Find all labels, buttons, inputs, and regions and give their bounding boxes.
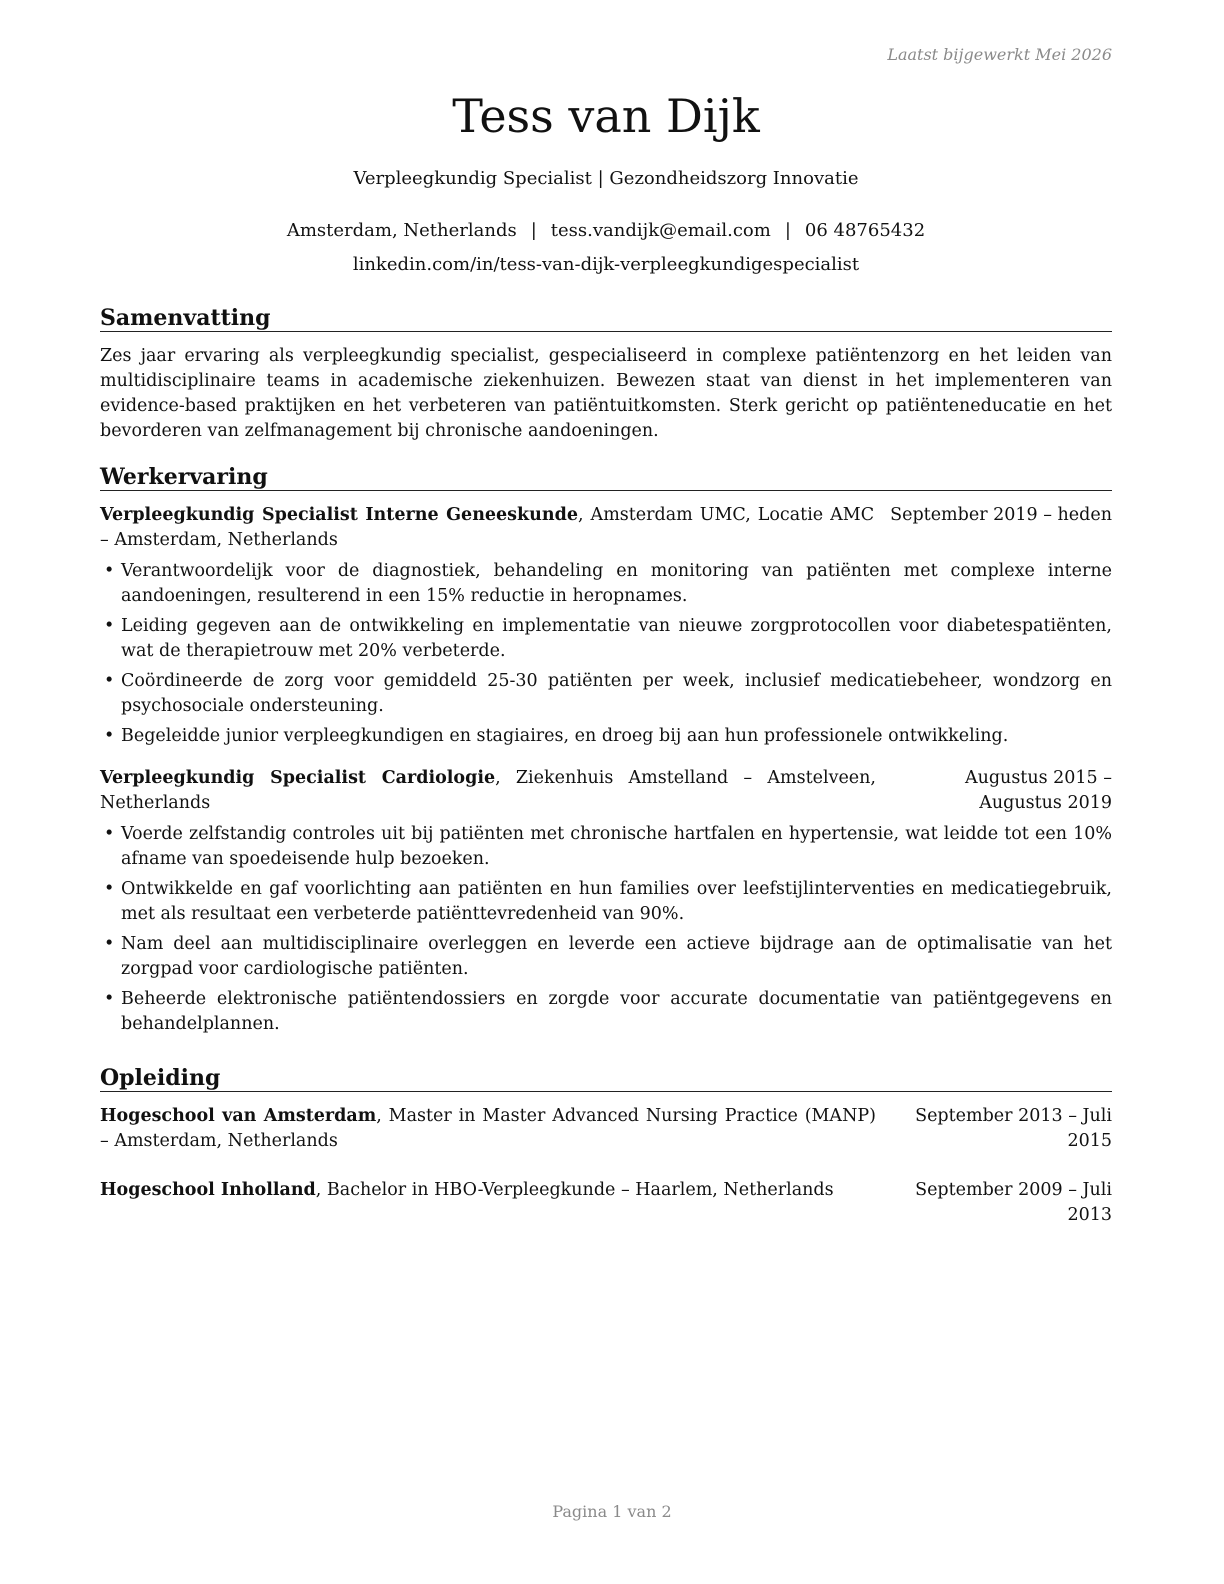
bullet-item (100, 822, 1112, 872)
education-dates: September 2009 – Juli 2013 (915, 1180, 1112, 1225)
job-role: Verpleegkundig Specialist Interne Geneeskunde (100, 505, 578, 525)
job-header (100, 766, 1112, 816)
bullet-icon: • (104, 726, 115, 746)
job-details: , Ziekenhuis Amstelland – Amstelveen, Netherlands (100, 768, 876, 813)
bullet-icon: • (104, 616, 115, 636)
bullet-item (100, 932, 1112, 982)
education-school: Hogeschool van Amsterdam (100, 1106, 377, 1126)
contact-phone: 06 48765432 (804, 220, 926, 241)
job-title-line (100, 503, 890, 553)
bullet-text: Coördineerde de zorg voor gemiddeld 25-30 patiënten per week, inclusief medicatiebeheer, wondzorg en psychosociale ondersteuning. (121, 671, 1112, 716)
job-bullets (100, 559, 1112, 749)
bullet-icon: • (104, 671, 115, 691)
section-title-summary: Samenvatting (100, 305, 1112, 332)
contact-separator: | (784, 220, 791, 241)
education-details: , Bachelor in HBO-Verpleegkunde – Haarlem, Netherlands (315, 1180, 834, 1200)
bullet-item (100, 559, 1112, 609)
education-details: , Master in Master Advanced Nursing Practice (MANP) – Amsterdam, Netherlands (100, 1106, 876, 1151)
bullet-item (100, 877, 1112, 927)
bullet-text: Begeleidde junior verpleegkundigen en stagiaires, en droeg bij aan hun professionele ontwikkeling. (121, 726, 1009, 746)
resume-header (100, 88, 1112, 278)
bullet-text: Leiding gegeven aan de ontwikkeling en implementatie van nieuwe zorgprotocollen voor diabetespatiënten, wat de therapietrouw met 20% verbeterde. (121, 616, 1112, 661)
job-role: Verpleegkundig Specialist Cardiologie (100, 768, 496, 788)
contact-separator: | (530, 220, 537, 241)
bullet-icon: • (104, 561, 115, 581)
section-title-education: Opleiding (100, 1065, 1112, 1092)
contact-email[interactable]: tess.vandijk@email.com (550, 220, 771, 241)
page-number: Pagina 1 van 2 (552, 1502, 672, 1521)
education-title-line (100, 1104, 892, 1154)
education-header (100, 1104, 1112, 1154)
summary-text: Zes jaar ervaring als verpleegkundig specialist, gespecialiseerd in complexe patiëntenzorg en het leiden van multidisciplinaire teams in academische ziekenhuizen. Bewezen staat van dienst in het implementeren van evidence-based praktijken en het verbeteren van patiëntuitkomsten. Sterk gericht op patiënteneducatie en het bevorderen van zelfmanagement bij chronische aandoeningen. (100, 346, 1112, 441)
education-entry (100, 1178, 1112, 1228)
bullet-text: Nam deel aan multidisciplinaire overleggen en leverde een actieve bijdrage aan de optimalisatie van het zorgpad voor cardiologische patiënten. (121, 934, 1112, 979)
bullet-icon: • (104, 989, 115, 1009)
job-header (100, 503, 1112, 553)
job-title-line (100, 766, 892, 816)
candidate-name: Tess van Dijk (452, 89, 760, 143)
bullet-text: Ontwikkelde en gaf voorlichting aan patiënten en hun families over leefstijlinterventies en medicatiegebruik, met als resultaat een verbeterde patiënttevredenheid van 90%. (121, 879, 1112, 924)
bullet-item (100, 987, 1112, 1037)
bullet-item (100, 614, 1112, 664)
education-entry (100, 1104, 1112, 1154)
job-dates: September 2019 – heden (890, 505, 1112, 525)
education-title-line (100, 1178, 892, 1203)
experience-section (100, 464, 1112, 1042)
job-dates: Augustus 2015 – Augustus 2019 (964, 768, 1112, 813)
job-entry (100, 766, 1112, 1037)
bullet-text: Beheerde elektronische patiëntendossiers en zorgde voor accurate documentatie van patiëntgegevens en behandelplannen. (121, 989, 1112, 1034)
contact-line (100, 218, 1112, 244)
contact-linkedin[interactable]: linkedin.com/in/tess-van-dijk-verpleegkundigespecialist (352, 254, 860, 275)
job-bullets (100, 822, 1112, 1037)
bullet-item (100, 724, 1112, 749)
contact-location: Amsterdam, Netherlands (286, 220, 517, 241)
bullet-icon: • (104, 934, 115, 954)
job-entry (100, 503, 1112, 749)
bullet-icon: • (104, 879, 115, 899)
bullet-text: Verantwoordelijk voor de diagnostiek, behandeling en monitoring van patiënten met complexe interne aandoeningen, resulterend in een 15% reductie in heropnames. (121, 561, 1112, 606)
education-school: Hogeschool Inholland (100, 1180, 316, 1200)
headline: Verpleegkundig Specialist | Gezondheidszorg Innovatie (353, 168, 859, 189)
education-header (100, 1178, 1112, 1228)
bullet-text: Voerde zelfstandig controles uit bij patiënten met chronische hartfalen en hypertensie, wat leidde tot een 10% afname van spoedeisende hulp bezoeken. (121, 824, 1112, 869)
last-updated-note: Laatst bijgewerkt Mei 2026 (887, 45, 1112, 64)
education-section (100, 1065, 1112, 1228)
section-title-experience: Werkervaring (100, 464, 1112, 491)
education-dates: September 2013 – Juli 2015 (915, 1106, 1112, 1151)
bullet-item (100, 669, 1112, 719)
bullet-icon: • (104, 824, 115, 844)
summary-section (100, 305, 1112, 444)
job-details: , Amsterdam UMC, Locatie AMC – Amsterdam, Netherlands (100, 505, 875, 550)
